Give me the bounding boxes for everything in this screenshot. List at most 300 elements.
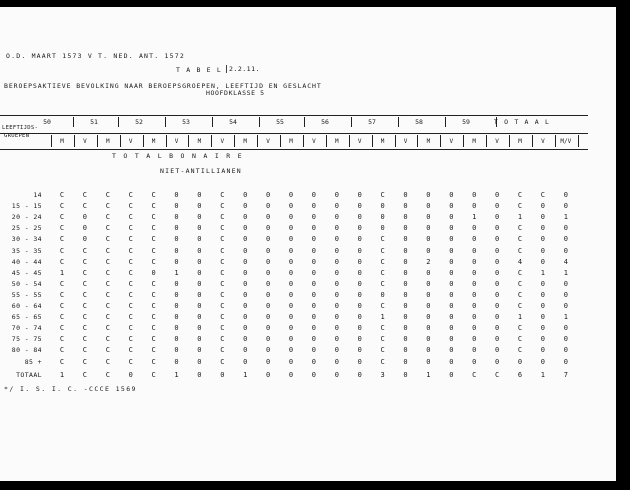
table-cell: C [82, 313, 87, 322]
table-cell: 0 [197, 357, 202, 366]
row-age-label: 55 - 55 [11, 290, 42, 299]
sex-header: M/V [560, 138, 572, 145]
table-cell: C [82, 191, 87, 199]
table-cell: 0 [494, 357, 500, 366]
group-header: 55 [276, 118, 284, 126]
table-cell: 7 [563, 371, 568, 379]
table-cell: 0 [517, 357, 523, 366]
table-cell: 0 [265, 302, 271, 310]
table-cell: C [220, 346, 225, 355]
table-cell: 0 [563, 202, 568, 211]
table-cell: 0 [357, 279, 362, 288]
table-cell: C [59, 246, 65, 255]
sex-header: M [289, 138, 293, 145]
table-cell: 0 [357, 235, 362, 244]
row-age-label: 40 - 44 [11, 257, 42, 266]
table-cell: 0 [357, 324, 362, 333]
table-cell: 0 [563, 357, 568, 366]
table-cell: 0 [494, 235, 500, 244]
table-cell: C [380, 191, 385, 199]
table-cell: C [128, 246, 133, 255]
table-cell: 1 [59, 268, 65, 277]
table-cell: 0 [563, 324, 568, 333]
table-cell: 0 [334, 357, 339, 366]
table-cell: C [540, 191, 545, 199]
table-cell: 0 [334, 279, 339, 288]
table-cell: 0 [243, 213, 248, 222]
table-cell: C [517, 235, 523, 244]
table-cell: C [105, 257, 110, 266]
table-cell: 0 [243, 290, 248, 299]
row-age-label: 25 - 25 [11, 224, 42, 233]
table-cell: 0 [403, 335, 408, 344]
table-cell: 0 [357, 268, 362, 277]
table-cell: 0 [265, 191, 271, 199]
table-cell: 0 [540, 357, 545, 366]
sex-header: M [60, 138, 64, 145]
table-cell: 0 [288, 246, 294, 255]
table-cell: C [151, 202, 156, 211]
table-cell: 0 [197, 257, 202, 266]
table-cell: C [128, 191, 133, 199]
table-cell: 0 [357, 313, 362, 322]
table-cell: 0 [288, 302, 294, 310]
table-cell: 0 [357, 302, 362, 310]
table-cell: 0 [174, 290, 179, 299]
table-cell: 0 [311, 371, 316, 379]
table-cell: 0 [540, 246, 545, 255]
table-cell: 0 [82, 224, 87, 233]
table-cell: 0 [265, 268, 271, 277]
table-cell: 0 [197, 324, 202, 333]
table-cell: 1 [243, 371, 248, 379]
table-cell: 0 [403, 290, 408, 299]
table-cell: C [380, 346, 385, 355]
table-cell: 0 [334, 235, 339, 244]
table-cell: 0 [174, 346, 179, 355]
table-cell: 0 [472, 279, 477, 288]
table-cell: C [82, 246, 87, 255]
table-cell: 0 [449, 313, 454, 322]
table-cell: 0 [334, 191, 339, 199]
table-cell: 0 [540, 346, 545, 355]
table-cell: C [220, 335, 225, 344]
table-cell: C [82, 202, 87, 211]
table-cell: 3 [380, 371, 385, 379]
table-cell: C [151, 324, 156, 333]
table-cell: C [517, 346, 523, 355]
table-cell: 0 [426, 313, 431, 322]
table-cell: 0 [265, 235, 271, 244]
table-cell: 0 [494, 290, 500, 299]
table-cell: 0 [334, 346, 339, 355]
table-cell: 0 [449, 290, 454, 299]
table-cell: 0 [403, 346, 408, 355]
sex-header: V [266, 138, 270, 145]
table-cell: 0 [174, 224, 179, 233]
group-header: 58 [415, 118, 423, 126]
source-line: O.D. MAART 1573 V T. NED. ANT. 1572 [6, 52, 185, 60]
table-cell: 0 [311, 346, 316, 355]
group-header: T O T A A L [493, 118, 551, 126]
table-cell: C [59, 191, 65, 199]
table-cell: 0 [426, 302, 431, 310]
table-cell: 1 [174, 268, 179, 277]
group-header: 57 [368, 118, 376, 126]
table-cell: 0 [265, 324, 271, 333]
sex-header: M [151, 138, 156, 145]
table-cell: C [151, 235, 156, 244]
table-cell: 0 [174, 324, 179, 333]
table-cell: 0 [403, 268, 408, 277]
table-cell: C [517, 302, 523, 310]
table-cell: 0 [288, 257, 294, 266]
table-cell: C [380, 235, 385, 244]
table-cell: 0 [174, 246, 179, 255]
table-cell: C [82, 279, 87, 288]
table-cell: 0 [243, 313, 248, 322]
table-cell: 0 [449, 279, 454, 288]
table-cell: 0 [540, 213, 545, 222]
table-cell: 0 [197, 371, 202, 379]
table-label: T A B E L [176, 66, 223, 74]
sex-header: V [495, 138, 499, 145]
table-cell: 0 [563, 346, 568, 355]
table-cell: 0 [540, 202, 545, 211]
table-cell: 0 [540, 279, 545, 288]
sex-header: V [174, 138, 179, 145]
table-cell: 0 [265, 335, 271, 344]
table-cell: 0 [426, 279, 431, 288]
table-cell: 0 [472, 335, 477, 344]
table-cell: 0 [311, 213, 316, 222]
table-cell: 1 [380, 313, 385, 322]
table-cell: 0 [174, 302, 179, 310]
table-cell: 0 [311, 235, 316, 244]
table-cell: 0 [265, 202, 271, 211]
group-header: 51 [90, 118, 98, 126]
table-subtitle: HOOFDKLASSE 5 [206, 89, 265, 97]
table-cell: 0 [426, 324, 431, 333]
table-cell: C [517, 335, 523, 344]
table-cell: 0 [472, 346, 477, 355]
table-cell: C [380, 246, 385, 255]
group-header: 53 [182, 118, 190, 126]
table-cell: C [128, 202, 133, 211]
table-cell: 0 [540, 313, 545, 322]
table-cell: 0 [563, 302, 568, 310]
table-cell: 0 [197, 290, 202, 299]
table-cell: 0 [174, 357, 179, 366]
table-cell: C [220, 224, 225, 233]
table-cell: C [380, 279, 385, 288]
table-cell: C [220, 268, 225, 277]
sex-header: V [312, 138, 316, 145]
table-cell: C [517, 246, 523, 255]
sex-header: M [197, 138, 202, 145]
table-cell: 0 [563, 290, 568, 299]
table-cell: 0 [243, 202, 248, 211]
table-cell: 0 [311, 246, 316, 255]
table-cell: 0 [472, 246, 477, 255]
table-cell: 0 [449, 357, 454, 366]
table-cell: C [517, 290, 523, 299]
table-cell: 0 [563, 279, 568, 288]
table-cell: 0 [288, 213, 294, 222]
table-cell: 0 [334, 224, 339, 233]
table-cell: 0 [311, 302, 316, 310]
table-cell: 0 [494, 246, 500, 255]
table-cell: 1 [563, 313, 568, 322]
table-cell: C [59, 290, 65, 299]
table-cell: 0 [243, 324, 248, 333]
table-cell: 0 [265, 213, 271, 222]
table-cell: C [59, 235, 65, 244]
table-cell: 0 [563, 246, 568, 255]
sex-header: V [541, 138, 545, 145]
table-cell: 0 [334, 246, 339, 255]
table-cell: C [82, 290, 87, 299]
table-cell: C [220, 257, 225, 266]
table-cell: 0 [494, 213, 500, 222]
table-cell: 0 [311, 324, 316, 333]
table-cell: 0 [472, 235, 477, 244]
table-cell: 0 [243, 246, 248, 255]
table-cell: 0 [197, 313, 202, 322]
table-cell: 0 [197, 202, 202, 211]
table-cell: 1 [540, 268, 545, 277]
table-cell: 0 [472, 202, 477, 211]
table-cell: 1 [472, 213, 477, 222]
table-cell: C [59, 313, 65, 322]
table-cell: 0 [288, 224, 294, 233]
table-cell: C [151, 357, 156, 366]
table-cell: 0 [426, 346, 431, 355]
table-cell: 0 [403, 213, 408, 222]
table-cell: 0 [403, 279, 408, 288]
table-cell: C [151, 246, 156, 255]
table-cell: 0 [334, 302, 339, 310]
table-cell: C [105, 191, 110, 199]
table-cell: 0 [426, 357, 431, 366]
table-cell: 1 [563, 213, 568, 222]
table-cell: 0 [197, 302, 202, 310]
table-cell: C [128, 324, 133, 333]
table-cell: 0 [449, 257, 454, 266]
table-cell: C [494, 371, 500, 379]
table-cell: 0 [494, 335, 500, 344]
table-cell: C [220, 357, 225, 366]
table-cell: 0 [426, 213, 431, 222]
table-cell: 0 [288, 346, 294, 355]
table-cell: 0 [288, 357, 294, 366]
row-age-label: 15 - 15 [11, 202, 42, 211]
table-cell: 0 [288, 313, 294, 322]
table-cell: 0 [288, 191, 294, 199]
table-cell: 0 [449, 302, 454, 310]
group-header: 59 [462, 118, 470, 126]
table-cell: 0 [243, 224, 248, 233]
table-cell: 0 [265, 246, 271, 255]
table-cell: C [151, 191, 156, 199]
table-cell: 0 [449, 224, 454, 233]
table-cell: C [82, 302, 87, 310]
table-cell: 0 [197, 279, 202, 288]
table-cell: 0 [288, 335, 294, 344]
table-cell: 0 [265, 357, 271, 366]
table-cell: C [128, 302, 133, 310]
table-cell: 0 [426, 246, 431, 255]
table-cell: C [220, 313, 225, 322]
table-cell: 4 [517, 257, 523, 266]
table-cell: C [59, 302, 65, 310]
table-cell: C [128, 224, 133, 233]
table-cell: 0 [265, 313, 271, 322]
table-cell: 0 [243, 279, 248, 288]
table-cell: C [105, 346, 110, 355]
table-cell: 0 [380, 224, 385, 233]
document-page [0, 7, 616, 481]
table-cell: 0 [334, 313, 339, 322]
table-cell: C [517, 191, 523, 199]
table-cell: 0 [174, 191, 179, 199]
row-age-label: 80 - 84 [11, 346, 42, 355]
table-cell: 0 [494, 257, 500, 266]
table-cell: C [105, 268, 110, 277]
table-cell: C [380, 324, 385, 333]
table-cell: 0 [334, 371, 339, 379]
table-cell: 0 [472, 290, 477, 299]
row-age-label: 35 - 35 [11, 246, 42, 255]
table-cell: 0 [334, 268, 339, 277]
table-cell: 0 [540, 324, 545, 333]
table-cell: 0 [426, 335, 431, 344]
table-cell: 0 [494, 279, 500, 288]
table-cell: 0 [472, 302, 477, 310]
table-cell: C [105, 302, 110, 310]
sex-header: M [105, 138, 110, 145]
table-cell: C [220, 279, 225, 288]
table-cell: 0 [357, 191, 362, 199]
table-cell: 0 [426, 268, 431, 277]
table-cell: 0 [449, 246, 454, 255]
table-cell: 0 [380, 290, 385, 299]
row-age-label: 20 - 24 [11, 213, 42, 222]
table-cell: C [151, 290, 156, 299]
table-cell: C [151, 346, 156, 355]
table-cell: C [380, 335, 385, 344]
sex-header: M [426, 138, 431, 145]
table-cell: 0 [403, 246, 408, 255]
table-cell: 0 [174, 313, 179, 322]
table-cell: 0 [357, 257, 362, 266]
table-cell: C [105, 224, 110, 233]
table-cell: C [105, 335, 110, 344]
table-cell: 0 [449, 191, 454, 199]
table-cell: 0 [472, 313, 477, 322]
table-cell: C [128, 279, 133, 288]
table-cell: 0 [243, 357, 248, 366]
table-cell: 0 [563, 235, 568, 244]
table-cell: 0 [403, 302, 408, 310]
table-cell: 0 [403, 371, 408, 379]
sex-header: V [403, 138, 408, 145]
table-cell: C [220, 213, 225, 222]
table-cell: C [380, 302, 385, 310]
table-cell: C [59, 335, 65, 344]
table-cell: 0 [426, 202, 431, 211]
table-cell: 0 [311, 357, 316, 366]
table-cell: 0 [494, 202, 500, 211]
row-age-label: 14 [33, 191, 42, 199]
table-cell: C [517, 224, 523, 233]
table-cell: 0 [334, 290, 339, 299]
table-cell: 0 [357, 335, 362, 344]
table-cell: 0 [311, 268, 316, 277]
table-cell: C [105, 324, 110, 333]
table-cell: 0 [174, 235, 179, 244]
table-cell: C [82, 346, 87, 355]
table-cell: 0 [380, 202, 385, 211]
age-column-header-1: LEEFTIJDS- [2, 125, 39, 131]
table-cell: 0 [243, 268, 248, 277]
table-cell: C [380, 257, 385, 266]
table-number: 2.2.11. [226, 65, 260, 73]
table-cell: 0 [494, 268, 500, 277]
table-cell: 1 [517, 213, 523, 222]
row-age-label: 65 - 65 [11, 313, 42, 322]
table-cell: C [380, 268, 385, 277]
table-cell: 0 [563, 224, 568, 233]
table-cell: 0 [174, 257, 179, 266]
table-cell: C [59, 202, 65, 211]
table-cell: 0 [220, 371, 225, 379]
table-cell: 0 [288, 279, 294, 288]
group-header: 52 [135, 118, 143, 126]
sex-header: M [243, 138, 247, 145]
table-cell: C [59, 324, 65, 333]
table-cell: C [220, 202, 225, 211]
table-cell: C [220, 235, 225, 244]
table-cell: C [59, 224, 65, 233]
table-cell: 0 [174, 202, 179, 211]
table-cell: 1 [59, 371, 65, 379]
sex-header: V [220, 138, 225, 145]
table-cell: 0 [197, 346, 202, 355]
table-cell: 0 [334, 213, 339, 222]
row-age-label: 45 - 45 [11, 268, 42, 277]
table-cell: 1 [563, 268, 568, 277]
table-cell: 0 [197, 224, 202, 233]
row-age-label: TOTAAL [16, 371, 42, 379]
table-cell: 0 [472, 224, 477, 233]
table-cell: 0 [403, 324, 408, 333]
table-cell: 0 [311, 202, 316, 211]
table-cell: 0 [243, 191, 248, 199]
table-cell: C [82, 257, 87, 266]
table-cell: 0 [243, 235, 248, 244]
table-cell: 0 [449, 213, 454, 222]
table-cell: 0 [540, 290, 545, 299]
table-cell: 0 [357, 202, 362, 211]
table-cell: 4 [563, 257, 568, 266]
table-cell: 1 [426, 371, 431, 379]
table-cell: 0 [197, 235, 202, 244]
population-group-heading: NIET-ANTILLIANEN [160, 167, 242, 175]
sex-header: V [83, 138, 87, 145]
age-column-header-2: GROEPEN [4, 133, 30, 139]
table-cell: 0 [494, 224, 500, 233]
